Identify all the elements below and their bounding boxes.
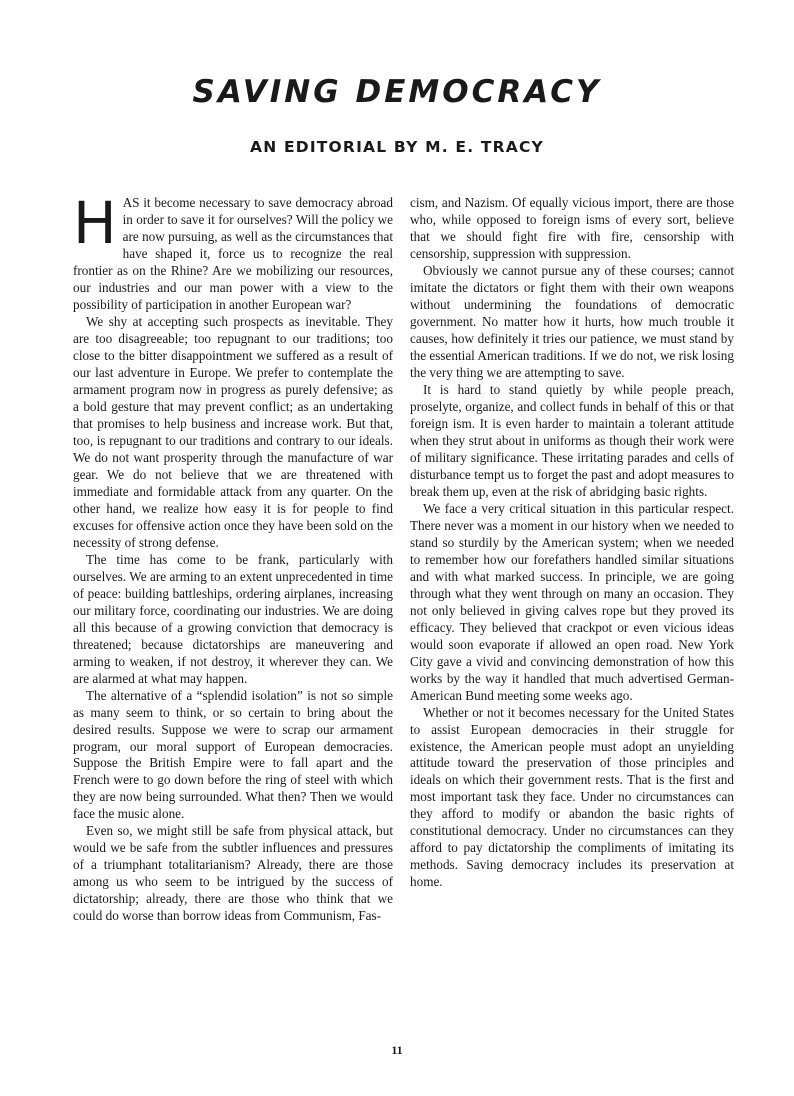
article-paragraph <box>73 189 393 314</box>
drop-cap: H <box>73 189 117 257</box>
article-paragraph: The time has come to be frank, particularly with ourselves. We are arming to an extent unprecedented in time of peace: building battleships, ordering airplanes, increasing our military force, coordinating our industries. We are doing all this because of a growing conviction that democracy is threatened; because dictatorships are maneuvering and arming to weaken, if not destroy, it wherever they can. We are alarmed at what may happen. <box>73 551 393 686</box>
article-paragraph: We shy at accepting such prospects as inevitable. They are too disagreeable; too repugnant to our traditions; too close to the bitter disappointment we suffered as a result of our last adventure in Europe. We prefer to contemplate the armament program now in progress as purely defensive; as a bold gesture that may prevent conflict; as an undertaking that promises to help business and increase work. But that, too, is repugnant to our traditions and contrary to our ideals. We do not want prosperity through the manufacture of war gear. We do not believe that we are threatened with immediate and formidable attack from any quarter. On the other hand, we realize how easy it is for people to find excuses for offensive action once they have been sold on the necessity of strong defense. <box>73 313 393 550</box>
article-paragraph: Even so, we might still be safe from physical attack, but would we be safe from the subtler influences and pressures of a triumphant totalitarianism? Already, there are those among us who seem to be intrigued by the success of dictatorship; already, there are those who think that we could do worse than borrow ideas from Communism, Fas- <box>73 823 393 924</box>
article-title: SAVING DEMOCRACY <box>192 74 602 110</box>
article-paragraph: Obviously we cannot pursue any of these courses; cannot imitate the dictators or fight them with their own weapons without undermining the foundations of democratic government. No matter how it hurts, how much trouble it causes, how definitely it tries our patience, we must stand by the essential American traditions. If we do not, we risk losing the very thing we are attempting to save. <box>410 262 734 380</box>
paragraph-text: AS it become necessary to save democracy abroad in order to save it for ourselves? Will the policy we are now pursuing, as well as the circumstances that have shaped it, force us to recognize the real frontier as on the Rhine? Are we mobilizing our resources, our industries and our man power with a view to the possibility of participation in another European war? <box>73 195 393 312</box>
article-paragraph: It is hard to stand quietly by while people preach, proselyte, organize, and collect funds in behalf of this or that foreign ism. It is even harder to maintain a tolerant attitude when they strut about in uniforms as though their work were of military significance. These irritating parades and cells of disturbance tempt us to forget the past and adopt measures to break them up, even at the risk of abridging basic rights. <box>410 381 734 499</box>
article-paragraph: Whether or not it becomes necessary for the United States to assist European democracies in their struggle for existence, the American people must adopt an unyielding attitude toward the preservation of those principles and ideals on which their government rests. That is the first and most important task they face. Under no circumstances can they afford to modify or abandon the basic rights of constitutional democracy. Under no circumstances can they afford to pay dictatorship the compliments of imitating its methods. Saving democracy includes its preservation at home. <box>410 704 734 890</box>
right-column <box>410 195 734 891</box>
page-number: 11 <box>391 1043 403 1057</box>
article-paragraph: cism, and Nazism. Of equally vicious import, there are those who, while opposed to foreign isms of every sort, believe that we should fight fire with fire, censorship with censorship, suppression with suppression. <box>410 195 734 261</box>
left-column <box>73 189 393 925</box>
article-paragraph: We face a very critical situation in this particular respect. There never was a moment in our history when we needed to stand so sturdily by the American system; when we needed to remember how our forefathers handled similar situations and with what marked success. In principle, we are going through what they went through on many an occasion. They not only believed in giving calves rope but they proved its efficacy. They believed that crackpot or even vicious ideas would soon evaporate if allowed an open road. New York City gave a vivid and convincing demonstration of how this works by the way it handled that much advertised German-American Bund meeting some weeks ago. <box>410 500 734 703</box>
article-byline: AN EDITORIAL BY M. E. TRACY <box>250 138 544 156</box>
article-paragraph: The alternative of a “splendid isolation” is not so simple as many seem to think, or so certain to bring about the desired results. Suppose we were to scrap our armament program, our moral support of European democracies. Suppose the British Empire were to fall apart and the French were to go down before the ring of steel with which they are now being surrounded. What then? Then we would face the music alone. <box>73 687 393 822</box>
